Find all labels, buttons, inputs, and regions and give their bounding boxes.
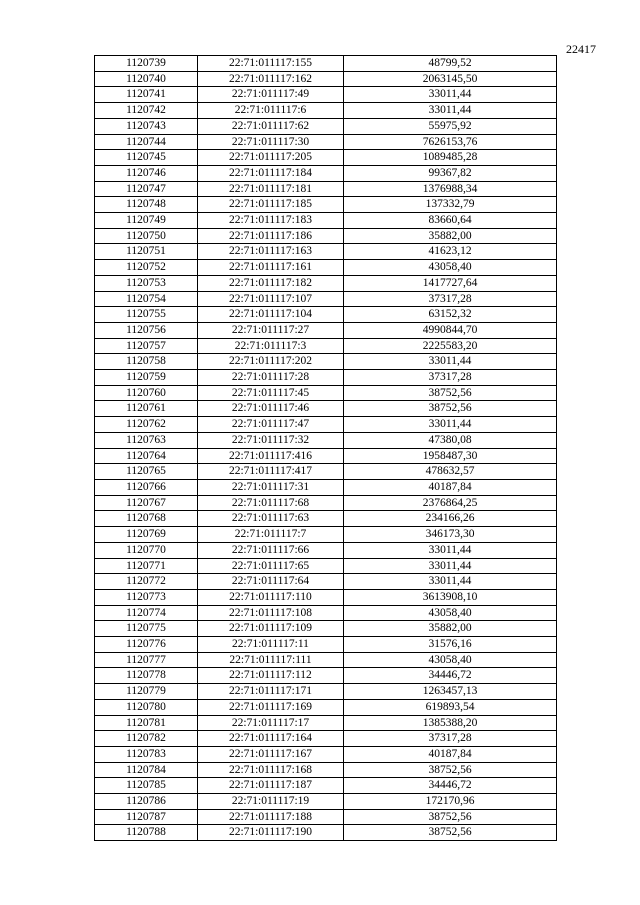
table-row (95, 464, 557, 480)
row-id-cell: 1120775 (95, 621, 198, 637)
table-row (95, 746, 557, 762)
table-row (95, 370, 557, 386)
row-id-cell: 1120788 (95, 825, 198, 841)
row-id-cell: 1120776 (95, 637, 198, 653)
table-row (95, 417, 557, 433)
cadastral-value-cell: 47380,08 (344, 432, 557, 448)
table-row (95, 778, 557, 794)
cadastral-value-cell: 38752,56 (344, 825, 557, 841)
table-row (95, 479, 557, 495)
row-id-cell: 1120753 (95, 275, 198, 291)
cadastral-value-cell: 63152,32 (344, 307, 557, 323)
table-row (95, 637, 557, 653)
row-id-cell: 1120760 (95, 385, 198, 401)
cadastral-number-cell: 22:71:011117:168 (198, 762, 344, 778)
cadastral-value-cell: 2063145,50 (344, 71, 557, 87)
cadastral-number-cell: 22:71:011117:188 (198, 809, 344, 825)
row-id-cell: 1120749 (95, 213, 198, 229)
table-row (95, 731, 557, 747)
cadastral-number-cell: 22:71:011117:65 (198, 558, 344, 574)
cadastral-value-cell: 234166,26 (344, 511, 557, 527)
row-id-cell: 1120781 (95, 715, 198, 731)
cadastral-number-cell: 22:71:011117:6 (198, 103, 344, 119)
row-id-cell: 1120746 (95, 165, 198, 181)
cadastral-number-cell: 22:71:011117:66 (198, 542, 344, 558)
cadastral-number-cell: 22:71:011117:49 (198, 87, 344, 103)
row-id-cell: 1120771 (95, 558, 198, 574)
cadastral-number-cell: 22:71:011117:104 (198, 307, 344, 323)
cadastral-number-cell: 22:71:011117:183 (198, 213, 344, 229)
row-id-cell: 1120752 (95, 260, 198, 276)
cadastral-value-cell: 35882,00 (344, 621, 557, 637)
cadastral-value-cell: 137332,79 (344, 197, 557, 213)
table-row (95, 699, 557, 715)
cadastral-number-cell: 22:71:011117:202 (198, 354, 344, 370)
cadastral-number-cell: 22:71:011117:45 (198, 385, 344, 401)
cadastral-number-cell: 22:71:011117:47 (198, 417, 344, 433)
table-row (95, 291, 557, 307)
row-id-cell: 1120740 (95, 71, 198, 87)
table-row (95, 165, 557, 181)
table-row (95, 307, 557, 323)
cadastral-value-cell: 43058,40 (344, 652, 557, 668)
table-row (95, 354, 557, 370)
cadastral-number-cell: 22:71:011117:112 (198, 668, 344, 684)
table-row (95, 228, 557, 244)
cadastral-value-cell: 38752,56 (344, 762, 557, 778)
row-id-cell: 1120769 (95, 527, 198, 543)
table-row (95, 401, 557, 417)
table-row (95, 495, 557, 511)
table-row (95, 762, 557, 778)
cadastral-value-cell: 38752,56 (344, 385, 557, 401)
cadastral-value-cell: 35882,00 (344, 228, 557, 244)
row-id-cell: 1120779 (95, 684, 198, 700)
row-id-cell: 1120772 (95, 574, 198, 590)
table-row (95, 118, 557, 134)
cadastral-value-cell: 33011,44 (344, 558, 557, 574)
row-id-cell: 1120762 (95, 417, 198, 433)
cadastral-value-table (94, 55, 557, 841)
cadastral-value-cell: 31576,16 (344, 637, 557, 653)
row-id-cell: 1120741 (95, 87, 198, 103)
cadastral-value-cell: 34446,72 (344, 778, 557, 794)
table-row (95, 260, 557, 276)
table-row (95, 558, 557, 574)
cadastral-value-cell: 1376988,34 (344, 181, 557, 197)
table-row (95, 181, 557, 197)
row-id-cell: 1120782 (95, 731, 198, 747)
row-id-cell: 1120773 (95, 589, 198, 605)
table-row (95, 511, 557, 527)
table-row (95, 56, 557, 72)
cadastral-number-cell: 22:71:011117:109 (198, 621, 344, 637)
cadastral-value-cell: 1089485,28 (344, 150, 557, 166)
row-id-cell: 1120764 (95, 448, 198, 464)
cadastral-number-cell: 22:71:011117:28 (198, 370, 344, 386)
cadastral-number-cell: 22:71:011117:64 (198, 574, 344, 590)
table-row (95, 809, 557, 825)
row-id-cell: 1120778 (95, 668, 198, 684)
cadastral-value-cell: 33011,44 (344, 87, 557, 103)
cadastral-value-cell: 478632,57 (344, 464, 557, 480)
table-row (95, 589, 557, 605)
cadastral-value-cell: 33011,44 (344, 103, 557, 119)
row-id-cell: 1120743 (95, 118, 198, 134)
cadastral-value-cell: 1385388,20 (344, 715, 557, 731)
cadastral-number-cell: 22:71:011117:161 (198, 260, 344, 276)
row-id-cell: 1120785 (95, 778, 198, 794)
cadastral-number-cell: 22:71:011117:186 (198, 228, 344, 244)
cadastral-number-cell: 22:71:011117:205 (198, 150, 344, 166)
table-row (95, 715, 557, 731)
table-row (95, 71, 557, 87)
cadastral-value-cell: 43058,40 (344, 605, 557, 621)
table-body (95, 56, 557, 841)
cadastral-number-cell: 22:71:011117:3 (198, 338, 344, 354)
table-row (95, 605, 557, 621)
cadastral-number-cell: 22:71:011117:32 (198, 432, 344, 448)
row-id-cell: 1120784 (95, 762, 198, 778)
table-row (95, 574, 557, 590)
cadastral-value-cell: 33011,44 (344, 417, 557, 433)
table-row (95, 825, 557, 841)
cadastral-number-cell: 22:71:011117:187 (198, 778, 344, 794)
table-row (95, 338, 557, 354)
row-id-cell: 1120754 (95, 291, 198, 307)
row-id-cell: 1120761 (95, 401, 198, 417)
cadastral-number-cell: 22:71:011117:169 (198, 699, 344, 715)
cadastral-value-cell: 99367,82 (344, 165, 557, 181)
table-row (95, 322, 557, 338)
cadastral-value-cell: 33011,44 (344, 354, 557, 370)
cadastral-number-cell: 22:71:011117:163 (198, 244, 344, 260)
row-id-cell: 1120739 (95, 56, 198, 72)
cadastral-number-cell: 22:71:011117:19 (198, 794, 344, 810)
cadastral-number-cell: 22:71:011117:68 (198, 495, 344, 511)
cadastral-number-cell: 22:71:011117:164 (198, 731, 344, 747)
row-id-cell: 1120744 (95, 134, 198, 150)
table-row (95, 527, 557, 543)
cadastral-value-cell: 40187,84 (344, 479, 557, 495)
table-row (95, 213, 557, 229)
row-id-cell: 1120745 (95, 150, 198, 166)
row-id-cell: 1120780 (95, 699, 198, 715)
table-row (95, 652, 557, 668)
row-id-cell: 1120766 (95, 479, 198, 495)
row-id-cell: 1120786 (95, 794, 198, 810)
cadastral-number-cell: 22:71:011117:63 (198, 511, 344, 527)
cadastral-number-cell: 22:71:011117:155 (198, 56, 344, 72)
cadastral-value-cell: 40187,84 (344, 746, 557, 762)
cadastral-number-cell: 22:71:011117:7 (198, 527, 344, 543)
cadastral-value-cell: 55975,92 (344, 118, 557, 134)
cadastral-number-cell: 22:71:011117:110 (198, 589, 344, 605)
row-id-cell: 1120748 (95, 197, 198, 213)
cadastral-number-cell: 22:71:011117:108 (198, 605, 344, 621)
cadastral-number-cell: 22:71:011117:184 (198, 165, 344, 181)
cadastral-number-cell: 22:71:011117:17 (198, 715, 344, 731)
cadastral-value-cell: 41623,12 (344, 244, 557, 260)
row-id-cell: 1120765 (95, 464, 198, 480)
cadastral-value-cell: 4990844,70 (344, 322, 557, 338)
cadastral-value-cell: 38752,56 (344, 809, 557, 825)
row-id-cell: 1120750 (95, 228, 198, 244)
cadastral-number-cell: 22:71:011117:182 (198, 275, 344, 291)
cadastral-number-cell: 22:71:011117:190 (198, 825, 344, 841)
table-row (95, 87, 557, 103)
cadastral-value-cell: 1958487,30 (344, 448, 557, 464)
cadastral-value-cell: 33011,44 (344, 574, 557, 590)
table-row (95, 448, 557, 464)
cadastral-value-cell: 1417727,64 (344, 275, 557, 291)
table-row (95, 103, 557, 119)
cadastral-value-cell: 37317,28 (344, 291, 557, 307)
cadastral-value-cell: 37317,28 (344, 731, 557, 747)
cadastral-value-cell: 1263457,13 (344, 684, 557, 700)
row-id-cell: 1120770 (95, 542, 198, 558)
cadastral-value-cell: 34446,72 (344, 668, 557, 684)
table-row (95, 385, 557, 401)
row-id-cell: 1120751 (95, 244, 198, 260)
cadastral-number-cell: 22:71:011117:107 (198, 291, 344, 307)
cadastral-number-cell: 22:71:011117:417 (198, 464, 344, 480)
cadastral-value-cell: 346173,30 (344, 527, 557, 543)
row-id-cell: 1120767 (95, 495, 198, 511)
cadastral-value-cell: 7626153,76 (344, 134, 557, 150)
row-id-cell: 1120759 (95, 370, 198, 386)
table-row (95, 244, 557, 260)
table-row (95, 134, 557, 150)
cadastral-number-cell: 22:71:011117:62 (198, 118, 344, 134)
cadastral-value-cell: 37317,28 (344, 370, 557, 386)
cadastral-value-cell: 619893,54 (344, 699, 557, 715)
table-row (95, 542, 557, 558)
row-id-cell: 1120757 (95, 338, 198, 354)
cadastral-number-cell: 22:71:011117:171 (198, 684, 344, 700)
row-id-cell: 1120755 (95, 307, 198, 323)
row-id-cell: 1120783 (95, 746, 198, 762)
cadastral-number-cell: 22:71:011117:162 (198, 71, 344, 87)
cadastral-value-cell: 3613908,10 (344, 589, 557, 605)
row-id-cell: 1120774 (95, 605, 198, 621)
row-id-cell: 1120758 (95, 354, 198, 370)
cadastral-value-cell: 2376864,25 (344, 495, 557, 511)
row-id-cell: 1120768 (95, 511, 198, 527)
cadastral-number-cell: 22:71:011117:30 (198, 134, 344, 150)
row-id-cell: 1120756 (95, 322, 198, 338)
table-row (95, 150, 557, 166)
cadastral-value-cell: 172170,96 (344, 794, 557, 810)
cadastral-value-cell: 33011,44 (344, 542, 557, 558)
row-id-cell: 1120742 (95, 103, 198, 119)
cadastral-number-cell: 22:71:011117:11 (198, 637, 344, 653)
cadastral-value-cell: 83660,64 (344, 213, 557, 229)
cadastral-number-cell: 22:71:011117:416 (198, 448, 344, 464)
cadastral-number-cell: 22:71:011117:111 (198, 652, 344, 668)
cadastral-value-cell: 38752,56 (344, 401, 557, 417)
cadastral-value-cell: 2225583,20 (344, 338, 557, 354)
row-id-cell: 1120763 (95, 432, 198, 448)
cadastral-number-cell: 22:71:011117:167 (198, 746, 344, 762)
row-id-cell: 1120787 (95, 809, 198, 825)
cadastral-number-cell: 22:71:011117:27 (198, 322, 344, 338)
table-row (95, 794, 557, 810)
cadastral-value-cell: 43058,40 (344, 260, 557, 276)
cadastral-number-cell: 22:71:011117:181 (198, 181, 344, 197)
table-row (95, 197, 557, 213)
cadastral-number-cell: 22:71:011117:31 (198, 479, 344, 495)
table-row (95, 621, 557, 637)
table-row (95, 275, 557, 291)
cadastral-value-cell: 48799,52 (344, 56, 557, 72)
page-number: 22417 (566, 42, 596, 56)
table-row (95, 432, 557, 448)
table-row (95, 684, 557, 700)
cadastral-number-cell: 22:71:011117:46 (198, 401, 344, 417)
table-row (95, 668, 557, 684)
row-id-cell: 1120747 (95, 181, 198, 197)
row-id-cell: 1120777 (95, 652, 198, 668)
cadastral-number-cell: 22:71:011117:185 (198, 197, 344, 213)
